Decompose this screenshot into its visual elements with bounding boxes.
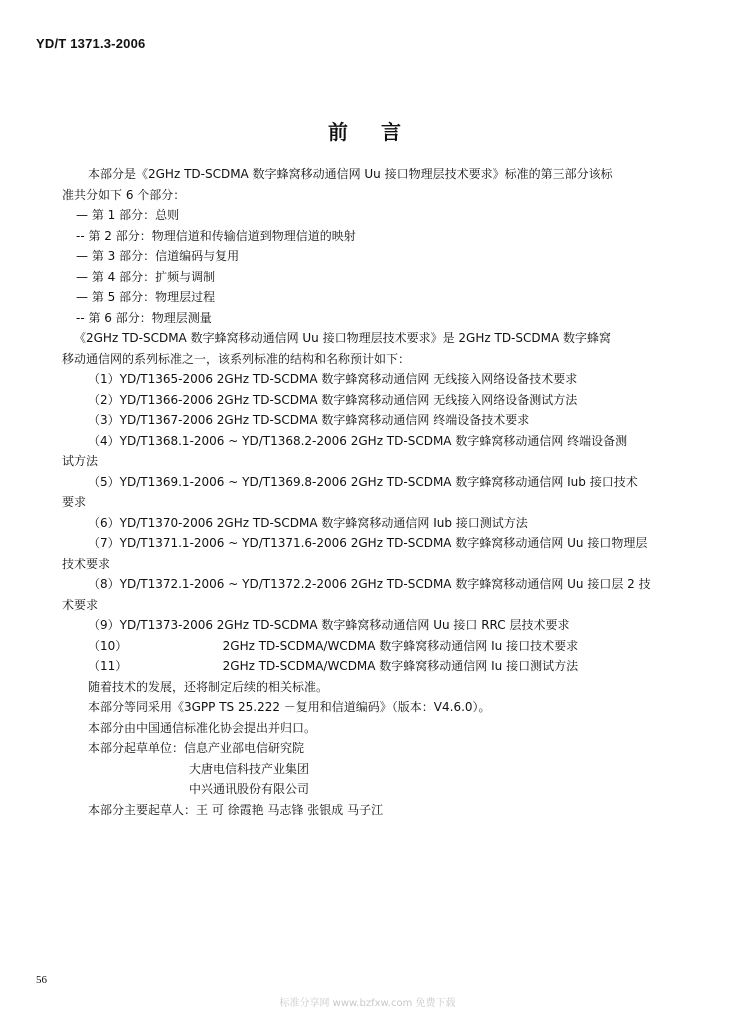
series-item-7-cont: 技术要求 [62,556,111,571]
para-series-line-2: 移动通信网的系列标准之一，该系列标准的结构和名称预计如下： [62,351,411,366]
para-development: 随着技术的发展，还将制定后续的相关标准。 [88,679,329,694]
footer-watermark: 标准分享网 www.bzfxw.com 免费下载 [279,998,456,1009]
part-list-item-4: — 第 4 部分：扩频与调制 [76,269,216,284]
foreword-body [62,164,692,820]
series-item-5: （5）YD/T1369.1-2006 ~ YD/T1369.8-2006 2GHz TD-SCDMA 数字蜂窝移动通信网 Iub 接口技术 [88,474,638,489]
drafting-unit-3: 中兴通讯股份有限公司 [189,782,310,796]
para-adoption: 本部分等同采用《3GPP TS 25.222 －复用和信道编码》（版本：V4.6.0）。 [88,700,491,714]
standard-code: YD/T 1371.3-2006 [36,36,146,51]
para-intro-line-2: 准共分如下 6 个部分： [62,187,186,202]
drafting-units-label: 本部分起草单位：信息产业部电信研究院 [88,741,305,755]
part-list-item-3: — 第 3 部分：信道编码与复用 [76,249,240,263]
series-item-11: （11） 2GHz TD-SCDMA/WCDMA 数字蜂窝移动通信网 Iu 接口测试方法 [88,659,579,673]
para-series-line-1: 《2GHz TD-SCDMA 数字蜂窝移动通信网 Uu 接口物理层技术要求》是 2GHz TD-SCDMA 数字蜂窝 [74,331,612,345]
series-item-3: （3）YD/T1367-2006 2GHz TD-SCDMA 数字蜂窝移动通信网 终端设备技术要求 [88,413,530,427]
series-item-8: （8）YD/T1372.1-2006 ~ YD/T1372.2-2006 2GHz TD-SCDMA 数字蜂窝移动通信网 Uu 接口层 2 技 [88,577,651,591]
series-item-2: （2）YD/T1366-2006 2GHz TD-SCDMA 数字蜂窝移动通信网 无线接入网络设备测试方法 [88,392,578,407]
series-item-7: （7）YD/T1371.1-2006 ~ YD/T1371.6-2006 2GHz TD-SCDMA 数字蜂窝移动通信网 Uu 接口物理层 [88,536,648,550]
series-item-4: （4）YD/T1368.1-2006 ~ YD/T1368.2-2006 2GHz TD-SCDMA 数字蜂窝移动通信网 终端设备测 [88,433,628,448]
part-list-item-5: — 第 5 部分：物理层过程 [76,290,216,304]
part-list-item-2: -- 第 2 部分：物理信道和传输信道到物理信道的映射 [76,228,356,243]
series-item-6: （6）YD/T1370-2006 2GHz TD-SCDMA 数字蜂窝移动通信网 Iub 接口测试方法 [88,515,528,530]
drafting-unit-2: 大唐电信科技产业集团 [189,761,310,776]
page-number: 56 [36,974,47,986]
series-item-10: （10） 2GHz TD-SCDMA/WCDMA 数字蜂窝移动通信网 Iu 接口技术要求 [88,638,579,653]
series-item-8-cont: 术要求 [62,597,99,612]
part-list-item-6: -- 第 6 部分：物理层测量 [76,310,212,325]
part-list-item-1: — 第 1 部分：总则 [76,208,180,222]
series-item-9: （9）YD/T1373-2006 2GHz TD-SCDMA 数字蜂窝移动通信网 Uu 接口 RRC 层技术要求 [88,618,570,632]
series-item-5-cont: 要求 [62,495,87,509]
para-intro-line-1: 本部分是《2GHz TD-SCDMA 数字蜂窝移动通信网 Uu 接口物理层技术要求》标准的第三部分该标 [88,167,613,181]
para-proposer: 本部分由中国通信标准化协会提出并归口。 [88,720,317,735]
series-item-1: （1）YD/T1365-2006 2GHz TD-SCDMA 数字蜂窝移动通信网 无线接入网络设备技术要求 [88,372,578,386]
series-item-4-cont: 试方法 [62,454,99,468]
main-drafters: 本部分主要起草人：王 可 徐霞艳 马志锋 张银成 马子江 [88,802,384,817]
title-char-1: 前 [328,120,348,144]
title-char-2: 言 [381,120,401,144]
